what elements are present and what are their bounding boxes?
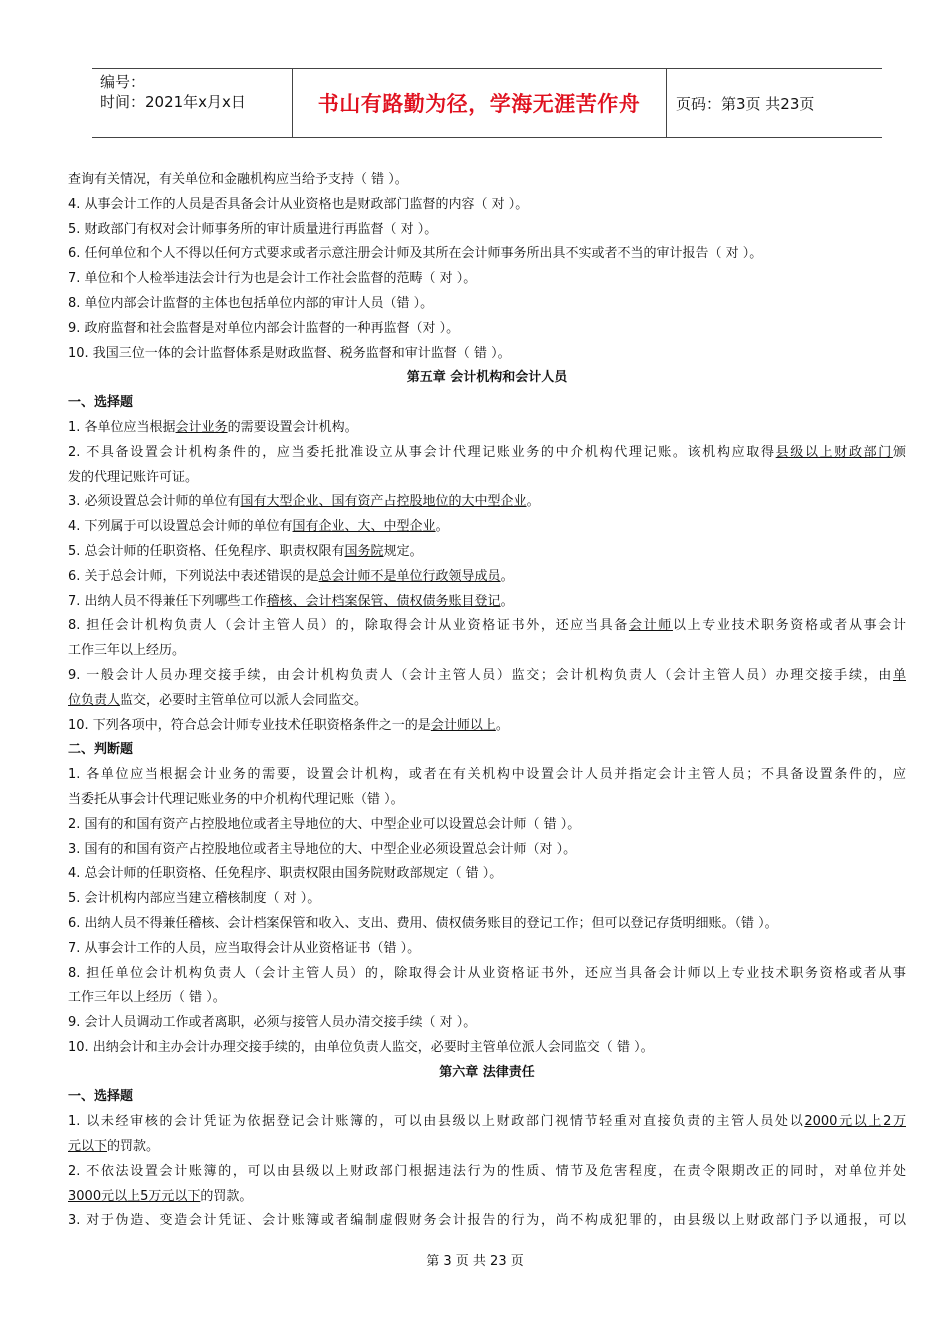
underlined-answer: 3000元以上5万元以下: [68, 1188, 201, 1204]
text-segment: 第六章 法律责任: [439, 1064, 535, 1080]
text-segment: 9. 政府监督和社会监督是对单位内部会计监督的一种再监督（对 ）。: [68, 320, 460, 336]
text-segment: 10. 下列各项中，符合总会计师专业技术任职资格条件之一的是: [68, 717, 431, 733]
text-segment: 2. 不依法设置会计账簿的，可以由县级以上财政部门根据违法行为的性质、情节及危害程度，在责令限期改正的同时，对单位并处: [68, 1163, 906, 1179]
text-line: [68, 788, 906, 813]
text-segment: 。: [435, 519, 449, 535]
text-line: [68, 986, 906, 1011]
text-line: [68, 317, 906, 342]
text-segment: 8. 担任会计机构负责人（会计主管人员）的，除取得会计从业资格证书外，还应当具备: [68, 618, 629, 634]
number-label: 编号：: [100, 73, 146, 91]
text-segment: 工作三年以上经历。: [68, 643, 186, 659]
document-header: [92, 68, 882, 138]
text-segment: 3. 国有的和国有资产占控股地位或者主导地位的大、中型企业必须设置总会计师（对 ）。: [68, 841, 577, 857]
underlined-answer: 国有企业、大、中型企业: [292, 519, 436, 535]
text-line: [68, 466, 906, 491]
text-line: [68, 1011, 906, 1036]
text-line: [68, 342, 906, 367]
text-line: [68, 639, 906, 664]
text-line: [68, 218, 906, 243]
text-line: [68, 515, 906, 540]
text-line: [68, 689, 906, 714]
text-line: [68, 242, 906, 267]
section-heading: [68, 738, 906, 763]
text-segment: 当委托从事会计代理记账业务的中介机构代理记账（错 ）。: [68, 791, 404, 807]
text-segment: 工作三年以上经历（ 错 ）。: [68, 990, 226, 1006]
underlined-answer: 县级以上财政部门: [775, 444, 893, 460]
text-segment: 4. 总会计师的任职资格、任免程序、职责权限由国务院财政部规定（ 错 ）。: [68, 866, 503, 882]
underlined-answer: 会计师以上: [430, 717, 496, 733]
time-label: 时间：2021年x月x日: [100, 93, 246, 111]
text-segment: 。: [495, 717, 509, 733]
section-heading: [68, 1085, 906, 1110]
text-segment: 的罚款。: [200, 1188, 253, 1204]
text-segment: 的罚款。: [107, 1139, 160, 1155]
text-segment: 查询有关情况，有关单位和金融机构应当给予支持（ 错 ）。: [68, 172, 408, 187]
text-segment: 7. 出纳人员不得兼任下列哪些工作: [68, 593, 267, 609]
text-line: [68, 1160, 906, 1185]
text-segment: 。: [500, 593, 514, 609]
text-segment: 2. 国有的和国有资产占控股地位或者主导地位的大、中型企业可以设置总会计师（ 错 ）。: [68, 816, 581, 832]
text-line: [68, 1036, 906, 1061]
text-line: [68, 565, 906, 590]
underlined-answer: 国务院: [344, 543, 384, 559]
text-line: [68, 664, 906, 689]
text-segment: 8. 单位内部会计监督的主体也包括单位内部的审计人员（错 ）。: [68, 295, 434, 311]
chapter-heading: [68, 366, 906, 391]
text-segment: 二、判断题: [68, 742, 134, 758]
underlined-answer: 2000元以上2万: [804, 1114, 906, 1130]
header-motto: 书山有路勤为径，学海无涯苦作舟: [317, 92, 641, 116]
text-segment: 3. 必须设置总会计师的单位有: [68, 494, 241, 510]
text-segment: 1. 以未经审核的会计凭证为依据登记会计账簿的，可以由县级以上财政部门视情节轻重对直接负责的主管人员处以: [68, 1114, 805, 1130]
text-segment: 10. 出纳会计和主办会计办理交接手续的，由单位负责人监交，必要时主管单位派人会同监交（ 错 ）。: [68, 1039, 654, 1055]
text-line: [68, 267, 906, 292]
text-segment: 4. 下列属于可以设置总会计师的单位有: [68, 519, 293, 535]
text-line: [68, 193, 906, 218]
underlined-answer: 元以下: [68, 1139, 108, 1155]
underlined-answer: 位负责人: [68, 692, 121, 708]
text-segment: 发的代理记账许可证。: [68, 469, 199, 485]
text-segment: 8. 担任单位会计机构负责人（会计主管人员）的，除取得会计从业资格证书外，还应当具备会计师以上专业技术职务资格或者从事: [68, 965, 906, 981]
text-segment: 5. 会计机构内部应当建立稽核制度（ 对 ）。: [68, 891, 321, 907]
text-line: [68, 441, 906, 466]
text-segment: 7. 从事会计工作的人员，应当取得会计从业资格证书（错 ）。: [68, 940, 421, 956]
text-line: [68, 490, 906, 515]
document-body: [68, 168, 906, 1234]
section-heading: [68, 391, 906, 416]
header-meta: [100, 72, 246, 112]
text-line: [68, 813, 906, 838]
text-segment: 的需要设置会计机构。: [227, 419, 358, 435]
text-line: [68, 1209, 906, 1234]
text-line: [68, 763, 906, 788]
text-line: [68, 590, 906, 615]
text-segment: 一、选择题: [68, 1089, 134, 1105]
text-line: [68, 540, 906, 565]
text-segment: 第五章 会计机构和会计人员: [406, 370, 568, 386]
chapter-heading: [68, 1061, 906, 1086]
underlined-answer: 会计师: [628, 618, 673, 634]
text-line: [68, 838, 906, 863]
header-divider: [666, 69, 667, 137]
text-segment: 一、选择题: [68, 395, 134, 411]
text-segment: 9. 一般会计人员办理交接手续，由会计机构负责人（会计主管人员）监交；会计机构负责人（会计主管人员）办理交接手续，由: [68, 667, 893, 683]
text-segment: 1. 各单位应当根据: [68, 419, 176, 435]
text-segment: 规定。: [383, 543, 423, 559]
text-line: [68, 912, 906, 937]
text-segment: 监交，必要时主管单位可以派人会同监交。: [120, 692, 368, 708]
underlined-answer: 稽核、会计档案保管、债权债务账目登记: [266, 593, 501, 609]
text-segment: 4. 从事会计工作的人员是否具备会计从业资格也是财政部门监督的内容（ 对 ）。: [68, 196, 529, 212]
text-segment: 9. 会计人员调动工作或者离职，必须与接管人员办清交接手续（ 对 ）。: [68, 1015, 477, 1031]
text-segment: 6. 任何单位和个人不得以任何方式要求或者示意注册会计师及其所在会计师事务所出具不实或者不当的审计报告（ 对 ）。: [68, 246, 763, 262]
underlined-answer: 会计业务: [175, 419, 228, 435]
text-line: [68, 292, 906, 317]
underlined-answer: 国有大型企业、国有资产占控股地位的大中型企业: [240, 494, 527, 510]
text-segment: 5. 财政部门有权对会计师事务所的审计质量进行再监督（ 对 ）。: [68, 221, 438, 237]
text-segment: 3. 对于伪造、变造会计凭证、会计账簿或者编制虚假财务会计报告的行为，尚不构成犯罪的，由县级以上财政部门予以通报，可以: [68, 1213, 906, 1229]
text-line: [68, 1185, 906, 1210]
underlined-answer: 总会计师不是单位行政领导成员: [318, 568, 501, 584]
text-line: [68, 1110, 906, 1135]
text-segment: 6. 关于总会计师，下列说法中表述错误的是: [68, 568, 319, 584]
text-line: [68, 962, 906, 987]
text-segment: 10. 我国三位一体的会计监督体系是财政监督、税务监督和审计监督（ 错 ）。: [68, 345, 511, 361]
text-line: [68, 714, 906, 739]
text-line: [68, 862, 906, 887]
header-divider: [292, 69, 293, 137]
text-segment: 。: [500, 568, 514, 584]
text-line: [68, 416, 906, 441]
text-segment: 颁: [892, 444, 906, 460]
text-line: [68, 1135, 906, 1160]
text-segment: 1. 各单位应当根据会计业务的需要，设置会计机构，或者在有关机构中设置会计人员并指定会计主管人员；不具备设置条件的，应: [68, 767, 906, 783]
header-page-info: 页码：第3页 共23页: [676, 95, 815, 113]
text-line: [68, 168, 906, 193]
text-segment: 2. 不具备设置会计机构条件的，应当委托批准设立从事会计代理记账业务的中介机构代理记账。该机构应取得: [68, 444, 776, 460]
underlined-answer: 单: [892, 667, 906, 683]
text-segment: 6. 出纳人员不得兼任稽核、会计档案保管和收入、支出、费用、债权债务账目的登记工作；但可以登记存货明细账。（错 ）。: [68, 915, 778, 931]
text-segment: 。: [526, 494, 540, 510]
text-segment: 以上专业技术职务资格或者从事会计: [672, 618, 906, 634]
page-footer: 第 3 页 共 23 页: [426, 1254, 524, 1269]
text-segment: 7. 单位和个人检举违法会计行为也是会计工作社会监督的范畴（ 对 ）。: [68, 271, 477, 287]
text-line: [68, 887, 906, 912]
text-line: [68, 614, 906, 639]
text-line: [68, 937, 906, 962]
text-segment: 5. 总会计师的任职资格、任免程序、职责权限有: [68, 543, 345, 559]
